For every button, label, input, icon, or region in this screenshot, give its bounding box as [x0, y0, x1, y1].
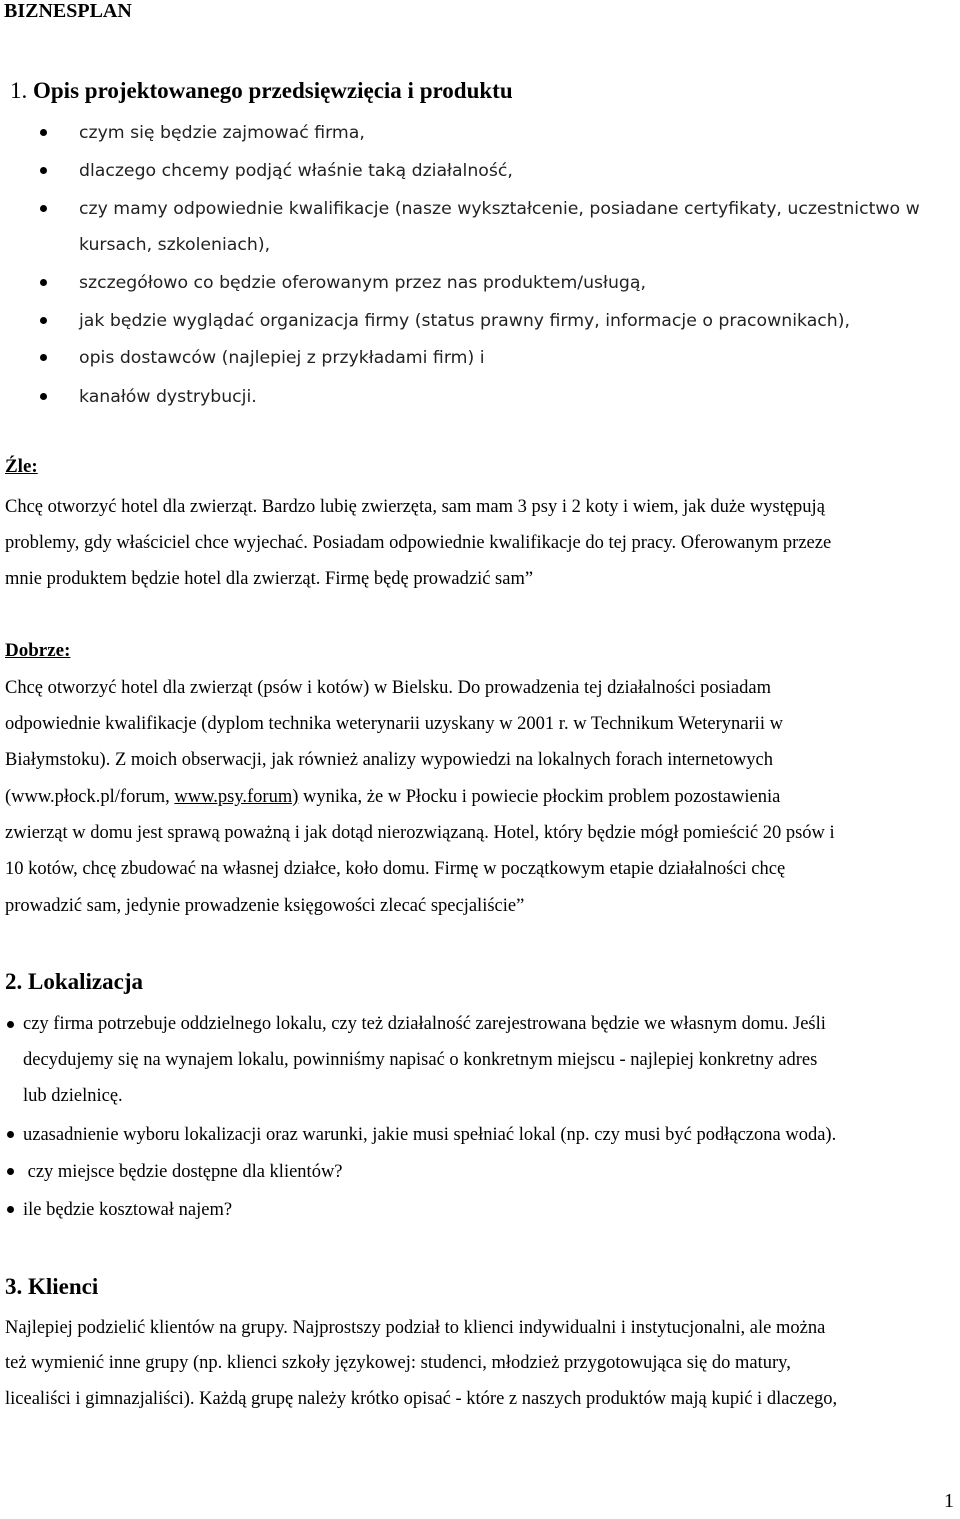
paragraph-line: Chcę otworzyć hotel dla zwierząt (psów i kotów) w Bielsku. Do prowadzenia tej działalności posiadam	[5, 678, 771, 698]
paragraph-line	[5, 785, 780, 809]
list-item: ile będzie kosztował najem?	[23, 1200, 233, 1220]
list-item-continuation: lub dzielnicę.	[23, 1086, 123, 1106]
section-1-heading	[10, 76, 513, 106]
list-item: dlaczego chcemy podjąć właśnie taką działalność,	[79, 161, 513, 181]
list-item: jak będzie wyglądać organizacja firmy (status prawny firmy, informacje o pracownikach),	[79, 311, 850, 331]
paragraph-line: 10 kotów, chcę zbudować na własnej działce, koło domu. Firmę w początkowym etapie działalności chcę	[5, 859, 786, 879]
bullet-icon	[7, 1021, 14, 1028]
forum-link[interactable]: www.psy.forum)	[174, 787, 299, 807]
section-2-heading: 2. Lokalizacja	[5, 969, 143, 994]
paragraph-line: mnie produktem będzie hotel dla zwierząt. Firmę będę prowadzić sam”	[5, 569, 534, 589]
paragraph-line: Chcę otworzyć hotel dla zwierząt. Bardzo lubię zwierzęta, sam mam 3 psy i 2 koty i wiem, jak duże występują	[5, 497, 825, 517]
bullet-icon	[40, 205, 47, 212]
bullet-icon	[40, 393, 47, 400]
list-item: czym się będzie zajmować firma,	[79, 123, 365, 143]
paragraph-text: wynika, że w Płocku i powiecie płockim problem pozostawienia	[298, 787, 781, 807]
good-example-label: Dobrze:	[5, 640, 71, 661]
bullet-icon	[40, 354, 47, 361]
list-item: czy miejsce będzie dostępne dla klientów?	[23, 1162, 343, 1182]
bullet-icon	[40, 317, 47, 324]
bullet-icon	[40, 129, 47, 136]
paragraph-line: Najlepiej podzielić klientów na grupy. Najprostszy podział to klienci indywidualni i instytucjonalni, ale można	[5, 1318, 826, 1338]
bullet-icon	[7, 1206, 14, 1213]
list-item: uzasadnienie wyboru lokalizacji oraz warunki, jakie musi spełniać lokal (np. czy musi być podłączona woda).	[23, 1125, 837, 1145]
paragraph-line: odpowiednie kwalifikacje (dyplom technika weterynarii uzyskany w 2001 r. w Technikum Weterynarii w	[5, 714, 783, 734]
list-item: szczegółowo co będzie oferowanym przez nas produktem/usługą,	[79, 273, 646, 293]
paragraph-line: problemy, gdy właściciel chce wyjechać. Posiadam odpowiednie kwalifikacje do tej pracy. Oferowanym przeze	[5, 533, 832, 553]
section-3-heading: 3. Klienci	[5, 1274, 99, 1299]
paragraph-line: licealiści i gimnazjaliści). Każdą grupę należy krótko opisać - które z naszych produktów mają kupić i dlaczego,	[5, 1389, 838, 1409]
forum-reference-text: (www.płock.pl/forum,	[5, 787, 175, 807]
paragraph-line: też wymienić inne grupy (np. klienci szkoły językowej: studenci, młodzież przygotowująca się do matury,	[5, 1353, 791, 1373]
bullet-icon	[7, 1131, 14, 1138]
list-item: opis dostawców (najlepiej z przykładami firm) i	[79, 348, 485, 368]
document-title: BIZNESPLAN	[4, 0, 132, 22]
bullet-icon	[40, 167, 47, 174]
paragraph-line: Białymstoku). Z moich obserwacji, jak również analizy wypowiedzi na lokalnych forach internetowych	[5, 750, 774, 770]
list-item: czy mamy odpowiednie kwalifikacje (nasze wykształcenie, posiadane certyfikaty, uczestnictwo w	[79, 199, 920, 219]
section-1-title: Opis projektowanego przedsięwzięcia i produktu	[33, 78, 513, 103]
list-item: kanałów dystrybucji.	[79, 387, 257, 407]
bullet-icon	[40, 279, 47, 286]
list-item: czy firma potrzebuje oddzielnego lokalu, czy też działalność zarejestrowana będzie we własnym domu. Jeśli	[23, 1014, 826, 1034]
list-item-continuation: decydujemy się na wynajem lokalu, powinniśmy napisać o konkretnym miejscu - najlepiej konkretny adres	[23, 1050, 818, 1070]
paragraph-line: zwierząt w domu jest sprawą poważną i jak dotąd nierozwiązaną. Hotel, który będzie mógł pomieścić 20 psów i	[5, 823, 835, 843]
page-number: 1	[944, 1490, 954, 1512]
bullet-icon	[7, 1168, 14, 1175]
section-1-number: 1.	[10, 78, 28, 103]
paragraph-line: prowadzić sam, jedynie prowadzenie księgowości zlecać specjaliście”	[5, 896, 525, 916]
list-item-continuation: kursach, szkoleniach),	[79, 235, 271, 255]
bad-example-label: Źle:	[5, 456, 38, 477]
